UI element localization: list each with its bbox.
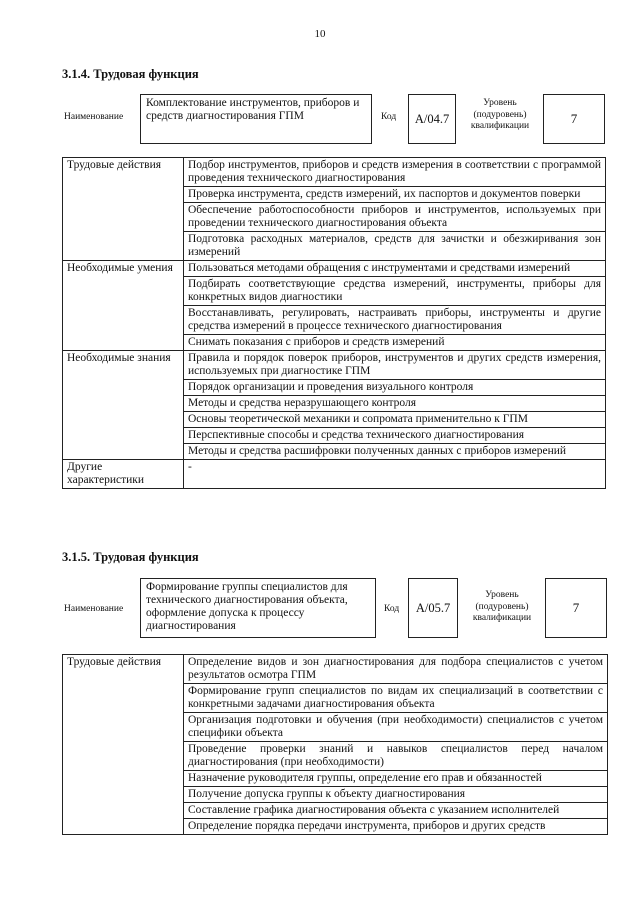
item-cell: Перспективные способы и средства технического диагностирования — [184, 428, 606, 444]
item-cell: Методы и средства расшифровки полученных данных с приборов измерений — [184, 444, 606, 460]
name-label: Наименование — [64, 112, 124, 122]
name-value-box: Комплектование инструментов, приборов и средств диагностирования ГПМ — [140, 94, 372, 144]
code-value-box — [408, 94, 456, 144]
item-cell: Порядок организации и проведения визуального контроля — [184, 380, 606, 396]
category-cell: Трудовые действия — [63, 158, 184, 261]
table-row — [63, 460, 606, 489]
item-cell: Подбор инструментов, приборов и средств измерения в соответствии с программой проведения технического диагностирования — [184, 158, 606, 187]
code-label: Код — [384, 604, 400, 614]
item-cell: Организация подготовки и обучения (при необходимости) специалистов с учетом специфики объекта — [184, 713, 608, 742]
category-cell: Необходимые умения — [63, 261, 184, 351]
level-label: Уровень (подуровень) квалификации — [470, 98, 530, 131]
item-cell: Подготовка расходных материалов, средств для зачистки и обезжиривания зон измерений — [184, 232, 606, 261]
category-cell: Необходимые знания — [63, 351, 184, 460]
item-cell: - — [184, 460, 606, 489]
name-value-box: Формирование группы специалистов для технического диагностирования объекта, оформление допуска к процессу диагностирования — [140, 578, 376, 638]
level-label: Уровень (подуровень) квалификации — [472, 590, 532, 623]
item-cell: Методы и средства неразрушающего контроля — [184, 396, 606, 412]
item-cell: Проверка инструмента, средств измерений, их паспортов и документов поверки — [184, 187, 606, 203]
level-value-box — [543, 94, 605, 144]
level-value-box — [545, 578, 607, 638]
item-cell: Снимать показания с приборов и средств измерений — [184, 335, 606, 351]
code-value: A/04.7 — [414, 111, 450, 126]
page-number: 10 — [314, 28, 326, 40]
table-row — [63, 351, 606, 380]
item-cell: Получение допуска группы к объекту диагностирования — [184, 787, 608, 803]
item-cell: Правила и порядок поверок приборов, инструментов и других средств измерения, используемых при диагностике ГПМ — [184, 351, 606, 380]
table-row — [63, 261, 606, 277]
name-label: Наименование — [64, 604, 124, 614]
function-table-3-1-5 — [62, 654, 608, 835]
item-cell: Составление графика диагностирования объекта с указанием исполнителей — [184, 803, 608, 819]
level-value: 7 — [572, 600, 580, 615]
item-cell: Определение порядка передачи инструмента, приборов и других средств — [184, 819, 608, 835]
item-cell: Восстанавливать, регулировать, настраивать приборы, инструменты и другие средства измерений в процессе технического диагностирования — [184, 306, 606, 335]
code-label: Код — [381, 112, 397, 122]
item-cell: Определение видов и зон диагностирования для подбора специалистов с учетом результатов осмотра ГПМ — [184, 655, 608, 684]
table-row — [63, 655, 608, 684]
item-cell: Подбирать соответствующие средства измерений, инструменты, приборы для конкретных видов диагностики — [184, 277, 606, 306]
category-cell: Трудовые действия — [63, 655, 184, 835]
function-table-3-1-4 — [62, 157, 606, 489]
category-cell: Другие характеристики — [63, 460, 184, 489]
item-cell: Основы теоретической механики и сопромата применительно к ГПМ — [184, 412, 606, 428]
section-title-3-1-4: 3.1.4. Трудовая функция — [62, 67, 199, 81]
item-cell: Проведение проверки знаний и навыков специалистов перед началом диагностирования (при необходимости) — [184, 742, 608, 771]
item-cell: Пользоваться методами обращения с инструментами и средствами измерений — [184, 261, 606, 277]
item-cell: Формирование групп специалистов по видам их специализаций в соответствии с конкретными задачами диагностирования объекта — [184, 684, 608, 713]
item-cell: Обеспечение работоспособности приборов и инструментов, используемых при проведении технического диагностирования объекта — [184, 203, 606, 232]
table-row — [63, 158, 606, 187]
code-value: A/05.7 — [415, 600, 451, 615]
section-title-3-1-5: 3.1.5. Трудовая функция — [62, 550, 199, 564]
item-cell: Назначение руководителя группы, определение его прав и обязанностей — [184, 771, 608, 787]
level-value: 7 — [570, 111, 578, 126]
code-value-box — [408, 578, 458, 638]
